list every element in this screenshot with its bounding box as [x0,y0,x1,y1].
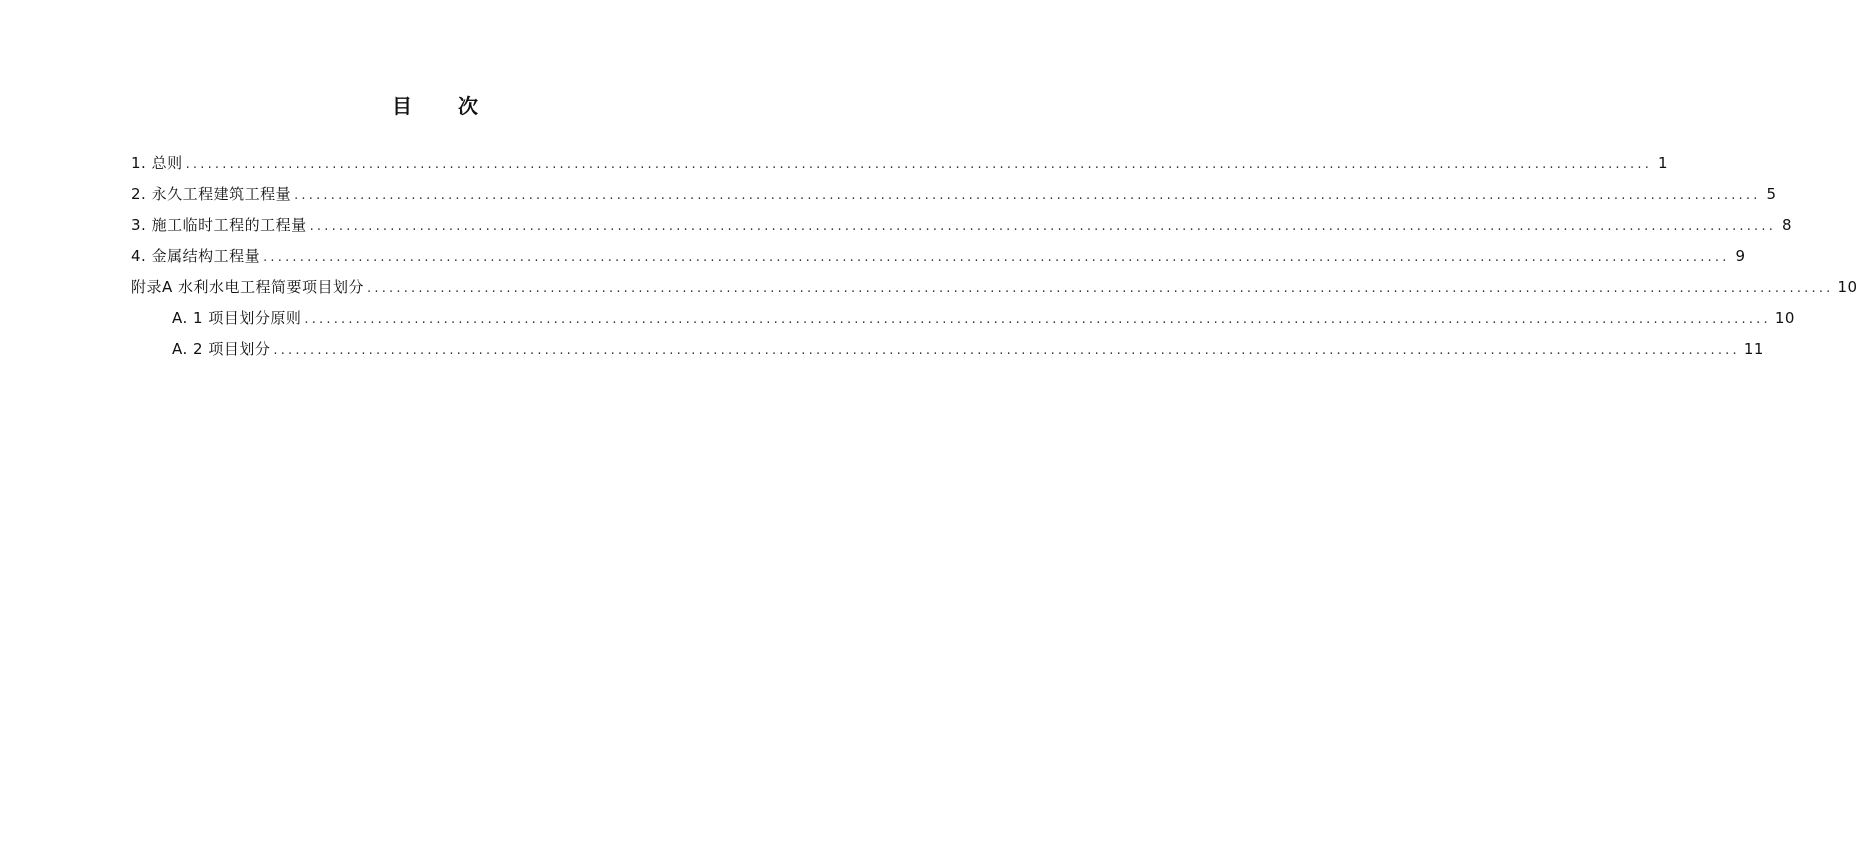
toc-subentry[interactable] [131,338,1764,369]
toc-dot-leader: ........................................................................................................................................................................................................ [273,343,1740,358]
toc-entry-page: 11 [1743,340,1764,358]
toc-entry-text: A. 1 项目划分原则 [172,309,302,327]
toc-entry-page: 9 [1735,247,1746,265]
toc-dot-leader: ........................................................................................................................................................................................................ [263,250,1730,265]
toc-dot-leader: ........................................................................................................................................................................................................ [304,312,1771,327]
toc-entry[interactable] [131,183,1777,214]
toc-entry-text: 2. 永久工程建筑工程量 [131,185,292,203]
toc-entry-text: 附录A 水利水电工程简要项目划分 [131,278,365,296]
toc-list [131,152,1858,369]
toc-entry[interactable] [131,276,1858,307]
toc-dot-leader: ........................................................................................................................................................................................................ [185,157,1653,172]
toc-title [0,90,870,119]
toc-entry-text: A. 2 项目划分 [172,340,271,358]
toc-dot-leader: ........................................................................................................................................................................................................ [367,281,1834,296]
toc-dot-leader: ........................................................................................................................................................................................................ [294,188,1761,203]
toc-title-char-2: 次 [458,94,478,118]
toc-entry-text: 3. 施工临时工程的工程量 [131,216,307,234]
toc-title-char-1: 目 [392,94,412,118]
toc-subentry[interactable] [131,307,1795,338]
toc-entry[interactable] [131,245,1746,276]
toc-entry[interactable] [131,214,1793,245]
toc-entry-text: 4. 金属结构工程量 [131,247,261,265]
toc-entry-page: 10 [1837,278,1858,296]
toc-entry-text: 1. 总则 [131,154,183,172]
toc-entry-page: 8 [1782,216,1793,234]
toc-dot-leader: ........................................................................................................................................................................................................ [309,219,1777,234]
toc-entry[interactable] [131,152,1669,183]
toc-entry-page: 5 [1766,185,1777,203]
toc-entry-page: 1 [1658,154,1669,172]
toc-entry-page: 10 [1774,309,1795,327]
